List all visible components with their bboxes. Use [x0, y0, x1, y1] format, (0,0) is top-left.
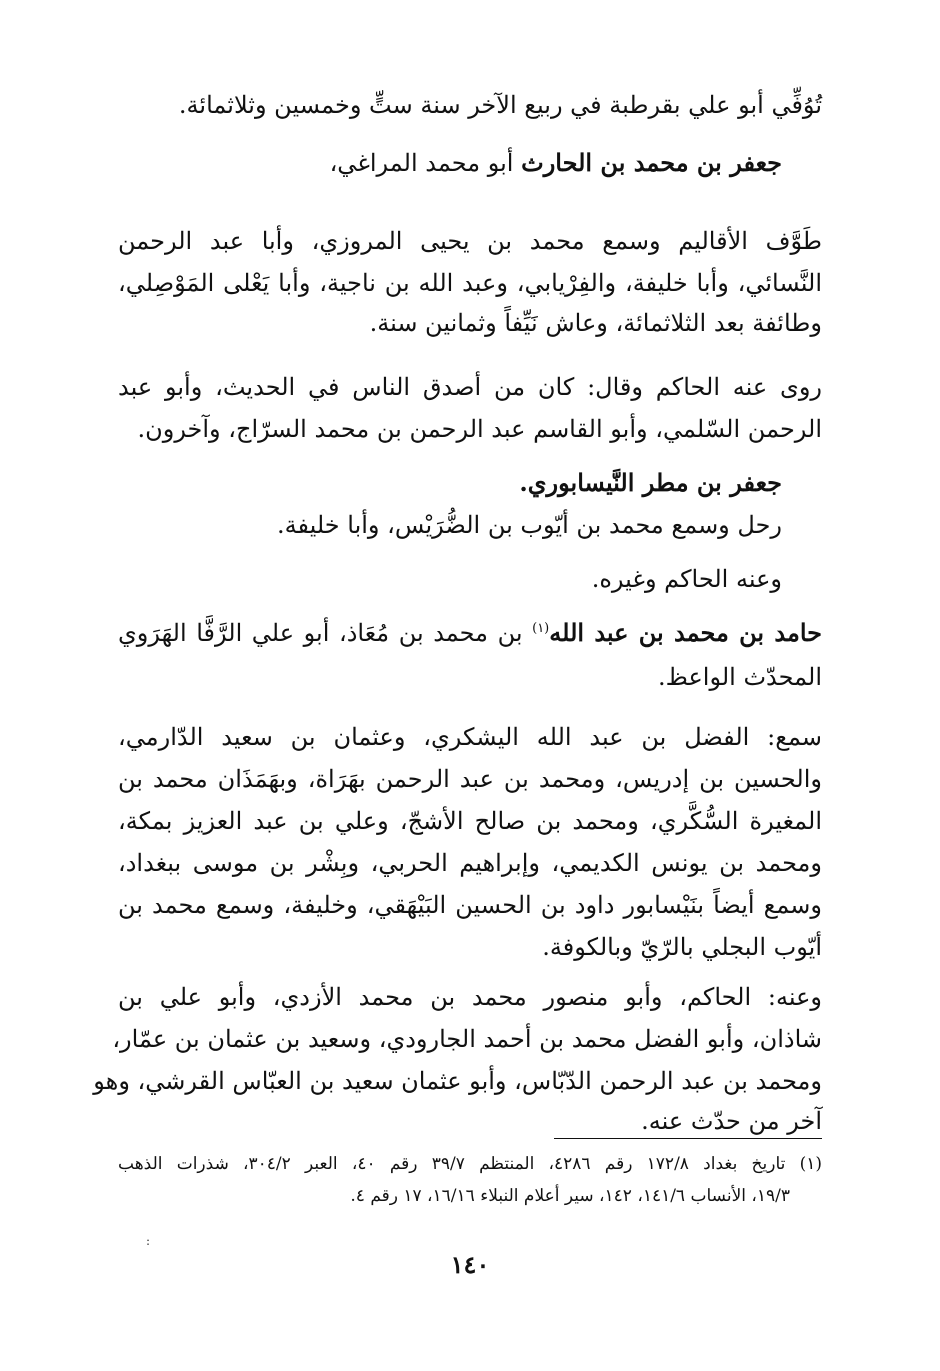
entry-heading-jafar-ibn-muhammad	[118, 146, 782, 180]
footnote-line-1	[118, 1150, 822, 1178]
entry-name-rest-3: بن محمد بن مُعَاذ، أبو علي الرَّفَّا الهَرَوي	[118, 619, 533, 647]
text-line-18	[118, 930, 822, 964]
text-line-10	[118, 562, 782, 596]
entry-name-bold: جعفر بن محمد بن الحارث	[521, 148, 782, 177]
text-line-20	[112, 1022, 822, 1056]
footnote-line-2	[118, 1182, 790, 1210]
text-line-1-content: تُوُفِّي أبو علي بقرطبة في ربيع الآخر سنة ستٍّ وخمسين وثلاثمائة.	[178, 91, 822, 119]
text-line-16-content: ومحمد بن يونس الكديمي، وإبراهيم الحربي، وبِشْر بن موسى ببغداد،	[118, 849, 823, 877]
text-line-9	[118, 508, 782, 542]
footnote-line-2-content: ١٩/٣، الأنساب ١٤١/٦، ١٤٢، سير أعلام النبلاء ١٦/١٦، ١٧ رقم ٤.	[350, 1186, 790, 1206]
text-line-17	[118, 888, 822, 922]
text-line-5	[118, 306, 822, 340]
entry-heading-hamid-ibn-muhammad	[118, 616, 822, 650]
footnote-line-1-content: (١) تاريخ بغداد ١٧٢/٨ رقم ٤٢٨٦، المنتظم ٣٩/٧ رقم ٤٠، العبر ٣٠٤/٢، شذرات الذهب	[118, 1154, 822, 1174]
text-line-4-content: النَّسائي، وأبا خليفة، والفِرْيابي، وعبد الله بن ناجية، وأبا يَعْلى المَوْصِلي،	[118, 269, 822, 297]
text-line-4	[118, 266, 822, 300]
text-line-1	[118, 88, 822, 122]
text-line-6	[118, 370, 822, 404]
text-line-5-content: وطائفة بعد الثلاثمائة، وعاش نَيِّفاً وثمانين سنة.	[369, 309, 822, 337]
entry-heading-jafar-ibn-matar	[118, 466, 782, 500]
text-line-18-content: أيّوب البجلي بالرّيّ وبالكوفة.	[542, 933, 822, 961]
text-line-21-content: ومحمد بن عبد الرحمن الدّبّاس، وأبو عثمان سعيد بن العبّاس القرشي، وهو	[93, 1067, 822, 1095]
entry-name-bold-3: حامد بن محمد بن عبد الله	[549, 618, 822, 647]
text-line-19	[118, 980, 822, 1014]
text-line-12	[118, 660, 822, 694]
text-line-17-content: وسمع أيضاً بنَيْسابور داود بن الحسين البَيْهَقي، وخليفة، وسمع محمد بن	[118, 891, 822, 919]
page-number: ١٤٠	[450, 1250, 490, 1279]
text-line-13	[118, 720, 822, 754]
text-line-6-content: روى عنه الحاكم وقال: كان من أصدق الناس في الحديث، وأبو عبد	[118, 373, 823, 401]
text-line-22-content: آخر من حدّث عنه.	[641, 1107, 822, 1135]
text-line-12-content: المحدّث الواعظ.	[658, 663, 822, 691]
text-line-7	[118, 412, 822, 446]
text-line-15	[118, 804, 822, 838]
entry-name-bold-2: جعفر بن مطر النَّيسابوري.	[519, 468, 782, 497]
text-line-15-content: المغيرة السُّكَّري، ومحمد بن صالح الأشجّ، وعلي بن عبد العزيز بمكة،	[118, 807, 822, 835]
stray-mark: :	[146, 1234, 151, 1248]
text-line-20-content: شاذان، وأبو الفضل محمد بن أحمد الجارودي، وسعيد بن عثمان بن عمّار،	[112, 1025, 822, 1053]
text-line-3	[118, 224, 822, 258]
text-line-16	[118, 846, 822, 880]
text-line-10-content: وعنه الحاكم وغيره.	[591, 565, 782, 593]
text-line-19-content: وعنه: الحاكم، وأبو منصور محمد بن محمد الأزدي، وأبو علي بن	[118, 983, 822, 1011]
footnote-separator	[554, 1138, 822, 1139]
text-line-7-content: الرحمن السّلمي، وأبو القاسم عبد الرحمن بن محمد السرّاج، وآخرون.	[137, 415, 822, 443]
entry-name-rest: أبو محمد المراغي،	[329, 149, 522, 177]
text-line-13-content: سمع: الفضل بن عبد الله اليشكري، وعثمان بن سعيد الدّارمي،	[118, 723, 822, 751]
text-line-3-content: طَوَّف الأقاليم وسمع محمد بن يحيى المروزي، وأبا عبد الرحمن	[118, 227, 822, 255]
footnote-ref-1: (١)	[532, 621, 550, 636]
text-line-14	[118, 762, 822, 796]
text-line-21	[93, 1064, 822, 1098]
text-line-14-content: والحسين بن إدريس، ومحمد بن عبد الرحمن بهَرَاة، وبهَمَذَان محمد بن	[118, 765, 822, 793]
text-line-22	[118, 1104, 822, 1138]
text-line-9-content: رحل وسمع محمد بن أيّوب بن الضُّرَيْس، وأبا خليفة.	[276, 511, 782, 539]
